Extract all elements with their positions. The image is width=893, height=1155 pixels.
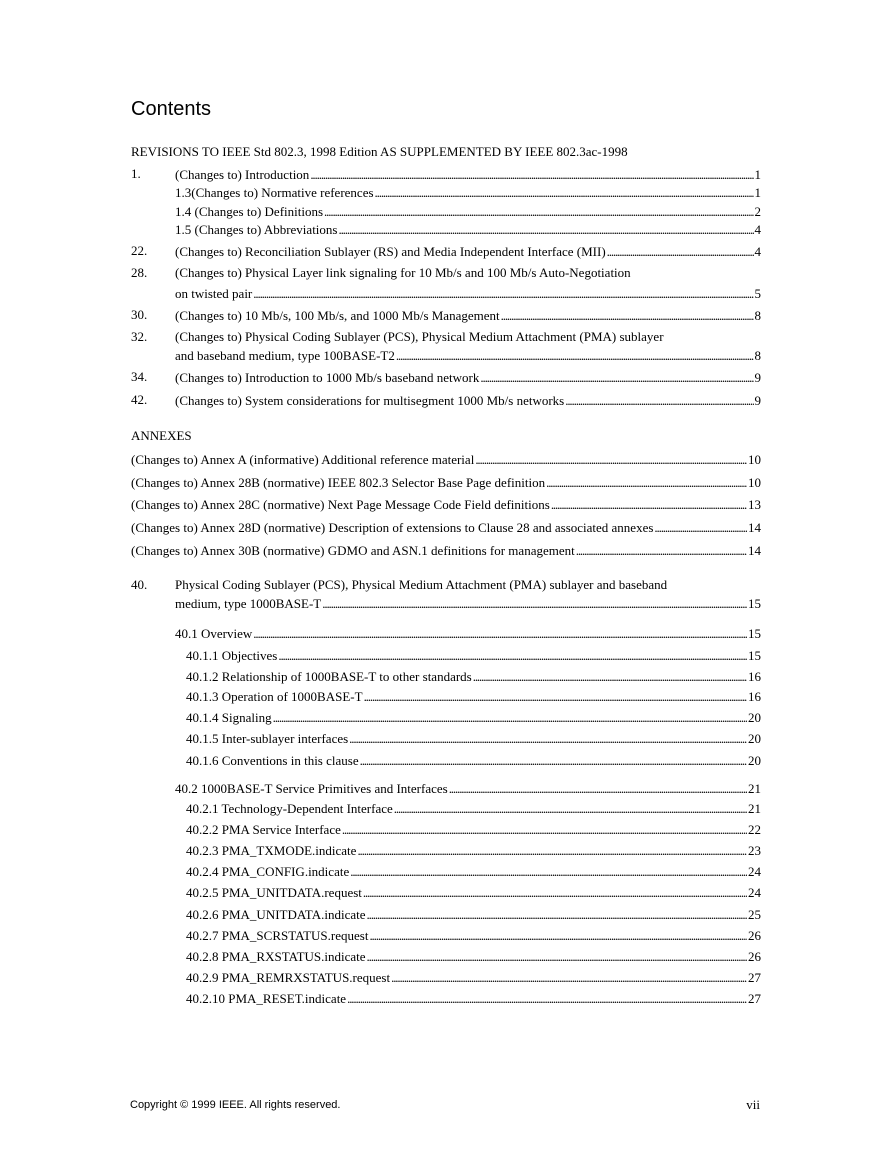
toc-page-number: 10 [748, 475, 761, 490]
toc-entry-text: 1.5 (Changes to) Abbreviations [175, 222, 338, 237]
leader-dots [551, 496, 747, 513]
toc-entry[interactable] [186, 884, 761, 901]
leader-dots [367, 948, 747, 965]
toc-page-number: 27 [748, 991, 761, 1006]
leader-dots [349, 730, 747, 747]
toc-entry-text: (Changes to) Introduction to 1000 Mb/s baseband network [175, 370, 480, 385]
toc-page-number: 1 [754, 167, 761, 182]
toc-page-number: 24 [748, 885, 761, 900]
toc-entry-text: medium, type 1000BASE-T [175, 596, 322, 611]
entry-number: 1. [131, 166, 141, 181]
toc-entry-text: 40.1.1 Objectives [186, 648, 278, 663]
toc-entry[interactable] [175, 625, 761, 642]
toc-entry-text: (Changes to) Annex 28C (normative) Next Page Message Code Field definitions [131, 497, 550, 512]
toc-entry[interactable] [175, 307, 761, 324]
toc-entry-text: 40.2.4 PMA_CONFIG.indicate [186, 864, 350, 879]
toc-page-number: 27 [748, 970, 761, 985]
leader-dots [338, 221, 753, 238]
leader-dots [565, 392, 753, 409]
toc-page-number: 20 [748, 710, 761, 725]
toc-entry[interactable] [186, 842, 761, 859]
toc-entry[interactable] [175, 369, 761, 386]
leader-dots [501, 307, 754, 324]
leader-dots [475, 451, 747, 468]
leader-dots [357, 842, 747, 859]
toc-entry-text: 40.2.2 PMA Service Interface [186, 822, 341, 837]
toc-page-number: 9 [754, 393, 761, 408]
toc-page-number: 4 [754, 244, 761, 259]
toc-entry[interactable] [131, 519, 761, 536]
leader-dots [369, 927, 747, 944]
toc-entry-text: (Changes to) Reconciliation Sublayer (RS) and Media Independent Interface (MII) [175, 244, 606, 259]
toc-page-number: 15 [748, 596, 761, 611]
toc-entry[interactable] [186, 990, 761, 1007]
toc-entry-text: (Changes to) Introduction [175, 167, 310, 182]
leader-dots [375, 184, 754, 201]
toc-entry[interactable] [186, 821, 761, 838]
leader-dots [273, 709, 747, 726]
toc-entry-text: and baseband medium, type 100BASE-T2 [175, 348, 395, 363]
toc-entry[interactable] [186, 800, 761, 817]
entry-title-line: (Changes to) Physical Coding Sublayer (PCS), Physical Medium Attachment (PMA) sublayer [175, 329, 664, 344]
toc-page-number: 8 [754, 308, 761, 323]
leader-dots [576, 542, 747, 559]
toc-entry[interactable] [175, 221, 761, 238]
toc-entry[interactable] [175, 780, 761, 797]
toc-entry[interactable] [131, 451, 761, 468]
toc-page-number: 21 [748, 781, 761, 796]
toc-entry[interactable] [186, 752, 761, 769]
toc-page-number: 4 [754, 222, 761, 237]
toc-entry-text: 40.1.3 Operation of 1000BASE-T [186, 689, 363, 704]
toc-entry[interactable] [175, 285, 761, 302]
toc-entry[interactable] [186, 647, 761, 664]
page-title: Contents [131, 98, 212, 120]
toc-entry-text: 40.1.6 Conventions in this clause [186, 753, 359, 768]
toc-entry-text: (Changes to) Annex 28D (normative) Description of extensions to Clause 28 and associated annexes [131, 520, 654, 535]
entry-number: 34. [131, 369, 148, 384]
entry-number: 22. [131, 243, 148, 258]
leader-dots [391, 969, 747, 986]
toc-entry-text: 40.1.4 Signaling [186, 710, 272, 725]
copyright-notice: Copyright © 1999 IEEE. All rights reserved. [130, 1099, 341, 1111]
leader-dots [310, 166, 753, 183]
toc-page-number: 26 [748, 949, 761, 964]
toc-entry-text: 40.2.9 PMA_REMRXSTATUS.request [186, 970, 391, 985]
toc-entry-text: on twisted pair [175, 286, 253, 301]
toc-page-number: 16 [748, 669, 761, 684]
toc-entry-text: (Changes to) System considerations for multisegment 1000 Mb/s networks [175, 393, 565, 408]
entry-number: 28. [131, 265, 148, 280]
toc-page-number: 22 [748, 822, 761, 837]
toc-page-number: 21 [748, 801, 761, 816]
leader-dots [607, 243, 754, 260]
toc-entry[interactable] [175, 166, 761, 183]
toc-entry[interactable] [186, 948, 761, 965]
toc-page-number: 24 [748, 864, 761, 879]
toc-entry-text: 40.2.10 PMA_RESET.indicate [186, 991, 347, 1006]
toc-entry[interactable] [186, 927, 761, 944]
toc-entry[interactable] [186, 969, 761, 986]
toc-entry-text: 40.1.5 Inter-sublayer interfaces [186, 731, 349, 746]
toc-entry-text: 40.2.6 PMA_UNITDATA.indicate [186, 907, 366, 922]
revisions-heading: REVISIONS TO IEEE Std 802.3, 1998 Edition AS SUPPLEMENTED BY IEEE 802.3ac-1998 [131, 144, 628, 159]
toc-entry-text: 1.3(Changes to) Normative references [175, 185, 374, 200]
leader-dots [360, 752, 747, 769]
page-number: vii [746, 1097, 760, 1112]
toc-entry[interactable] [186, 709, 761, 726]
toc-entry-text: 40.2.7 PMA_SCRSTATUS.request [186, 928, 369, 943]
toc-entry-text: 40.2 1000BASE-T Service Primitives and Interfaces [175, 781, 448, 796]
toc-entry-text: (Changes to) Annex 30B (normative) GDMO and ASN.1 definitions for management [131, 543, 575, 558]
toc-page-number: 2 [754, 204, 761, 219]
toc-entry-text: 40.2.1 Technology-Dependent Interface [186, 801, 393, 816]
toc-page-number: 9 [754, 370, 761, 385]
leader-dots [364, 688, 747, 705]
leader-dots [363, 884, 747, 901]
toc-entry[interactable] [131, 542, 761, 559]
toc-page-number: 14 [748, 543, 761, 558]
toc-page-number: 5 [754, 286, 761, 301]
toc-page-number: 1 [754, 185, 761, 200]
toc-entry[interactable] [175, 392, 761, 409]
leader-dots [322, 595, 747, 612]
toc-entry-text: (Changes to) Annex 28B (normative) IEEE 802.3 Selector Base Page definition [131, 475, 546, 490]
toc-entry[interactable] [186, 688, 761, 705]
leader-dots [324, 203, 753, 220]
toc-page-number: 23 [748, 843, 761, 858]
toc-page-number: 25 [748, 907, 761, 922]
toc-entry[interactable] [131, 496, 761, 513]
toc-page-number: 8 [754, 348, 761, 363]
toc-page-number: 20 [748, 731, 761, 746]
leader-dots [394, 800, 747, 817]
leader-dots [546, 474, 747, 491]
toc-entry-text: 1.4 (Changes to) Definitions [175, 204, 324, 219]
toc-entry[interactable] [186, 668, 761, 685]
toc-entry[interactable] [175, 347, 761, 364]
toc-entry-text: 40.1 Overview [175, 626, 253, 641]
toc-page-number: 16 [748, 689, 761, 704]
entry-number: 32. [131, 329, 148, 344]
toc-page-number: 15 [748, 648, 761, 663]
toc-page-number: 10 [748, 452, 761, 467]
toc-entry[interactable] [175, 595, 761, 612]
leader-dots [347, 990, 747, 1007]
toc-entry[interactable] [186, 863, 761, 880]
leader-dots [350, 863, 747, 880]
leader-dots [253, 285, 753, 302]
leader-dots [342, 821, 747, 838]
leader-dots [278, 647, 747, 664]
toc-page-number: 13 [748, 497, 761, 512]
entry-number: 30. [131, 307, 148, 322]
leader-dots [654, 519, 747, 536]
toc-entry[interactable] [175, 243, 761, 260]
toc-page-number: 26 [748, 928, 761, 943]
toc-entry[interactable] [175, 203, 761, 220]
entry-title-line: Physical Coding Sublayer (PCS), Physical Medium Attachment (PMA) sublayer and baseband [175, 577, 668, 592]
toc-entry[interactable] [131, 474, 761, 491]
leader-dots [396, 347, 754, 364]
annexes-heading: ANNEXES [131, 428, 192, 443]
leader-dots [473, 668, 747, 685]
toc-entry[interactable] [175, 184, 761, 201]
toc-page-number: 14 [748, 520, 761, 535]
toc-page-number: 15 [748, 626, 761, 641]
toc-entry[interactable] [186, 906, 761, 923]
leader-dots [253, 625, 747, 642]
toc-entry-text: (Changes to) Annex A (informative) Additional reference material [131, 452, 475, 467]
entry-number: 42. [131, 392, 148, 407]
entry-title-line: (Changes to) Physical Layer link signaling for 10 Mb/s and 100 Mb/s Auto-Negotiation [175, 265, 631, 280]
toc-entry-text: 40.1.2 Relationship of 1000BASE-T to other standards [186, 669, 472, 684]
leader-dots [480, 369, 753, 386]
toc-entry-text: 40.2.3 PMA_TXMODE.indicate [186, 843, 357, 858]
toc-page-number: 20 [748, 753, 761, 768]
toc-entry-text: (Changes to) 10 Mb/s, 100 Mb/s, and 1000 Mb/s Management [175, 308, 500, 323]
toc-entry[interactable] [186, 730, 761, 747]
entry-number: 40. [131, 577, 148, 592]
toc-entry-text: 40.2.5 PMA_UNITDATA.request [186, 885, 362, 900]
leader-dots [449, 780, 747, 797]
leader-dots [367, 906, 748, 923]
toc-entry-text: 40.2.8 PMA_RXSTATUS.indicate [186, 949, 366, 964]
